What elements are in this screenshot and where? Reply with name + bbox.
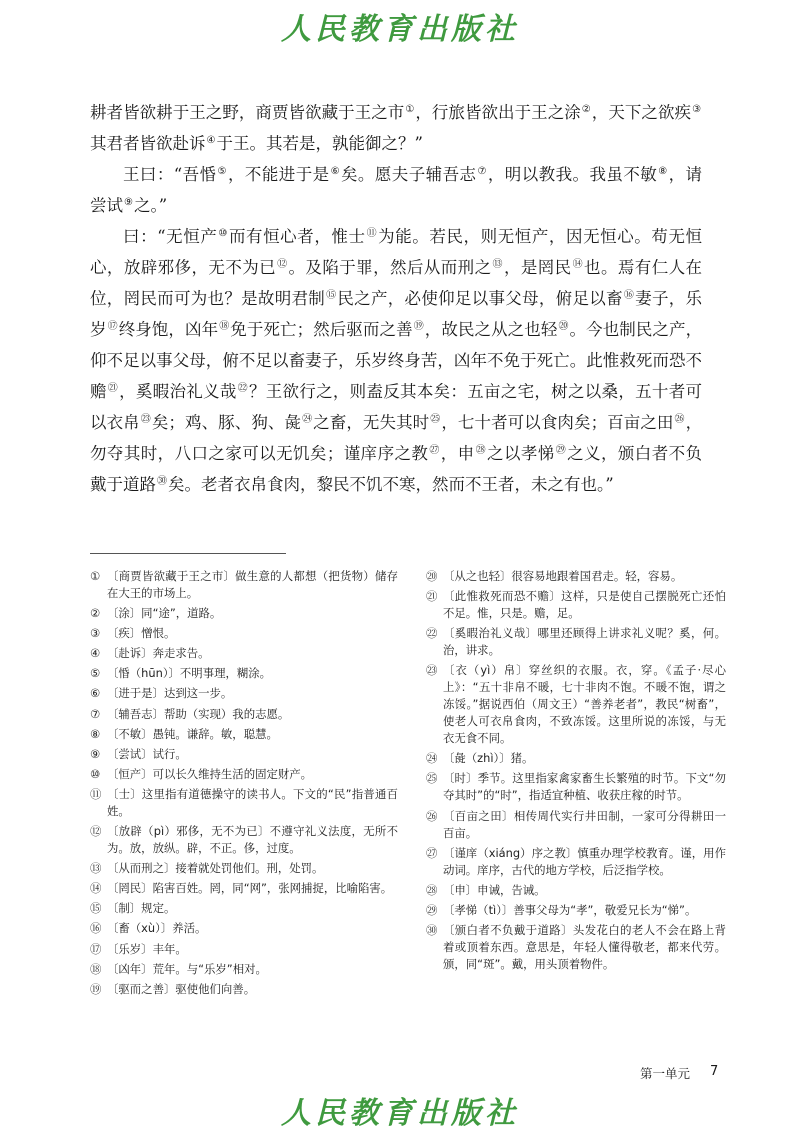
footnote-number: ⑮ — [90, 901, 102, 916]
footnote — [426, 902, 726, 919]
notes-divider — [90, 553, 286, 554]
footnote-marker[interactable]: ㉒ — [237, 382, 248, 394]
text-segment: ，奚暇治礼义哉 — [119, 382, 237, 401]
paragraph — [90, 97, 702, 159]
footnote-marker[interactable]: ㉙ — [555, 444, 567, 456]
footnote-marker[interactable]: ⑳ — [558, 320, 569, 332]
footnote-marker[interactable]: ⑩ — [218, 227, 228, 239]
footnote-number: ⑱ — [90, 961, 102, 976]
footnote-number: ㉒ — [426, 626, 438, 641]
footnote-marker[interactable]: ⑥ — [330, 165, 340, 177]
footnote-number: ⑦ — [90, 706, 101, 721]
footnote-text: 〔涂〕同“途”，道路。 — [107, 606, 222, 621]
footnote-text: 〔衣（yì）帛〕穿丝织的衣服。衣，穿。《孟子·尽心上》：“五十非帛不暖，七十非肉不饱。不暖不饱，谓之冻馁。”据说西伯（周文王）“善养老者”，教民“树畜”，使老人可衣帛食肉，不致冻馁。这里所说的冻馁，与无衣无食不同。 — [443, 663, 726, 746]
text-segment: 之畜，无失其时 — [313, 413, 430, 432]
footnote-number: ㉙ — [426, 902, 438, 917]
footnote-text: 〔颁白者不负戴于道路〕头发花白的老人不会在路上背着或顶着东西。意思是，年轻人懂得敬老，都来代劳。颁，同“斑”。戴，用头顶着物件。 — [443, 922, 726, 971]
footnote-marker[interactable]: ㉖ — [674, 413, 685, 425]
footnote-marker[interactable]: ㉔ — [302, 413, 313, 425]
footnote-number: ㉓ — [426, 663, 438, 678]
footnote — [90, 726, 398, 743]
footnote-text: 〔制〕规定。 — [107, 901, 176, 916]
footnote-marker[interactable]: ㉚ — [157, 475, 167, 487]
footnote-text: 〔奚暇治礼义哉〕哪里还顾得上讲求礼义呢？奚，何。治，讲求。 — [443, 626, 726, 658]
footnote-marker[interactable]: ㉘ — [475, 444, 487, 456]
footnote — [426, 568, 726, 585]
footnote-marker[interactable]: ⑯ — [623, 289, 635, 301]
footnote — [90, 920, 398, 937]
page-number: 7 — [710, 1064, 719, 1079]
footnote — [426, 922, 726, 973]
text-segment: ，不能进于是 — [227, 165, 330, 184]
footnote-number: ⑰ — [90, 941, 102, 956]
text-segment: ，天下之欲疾 — [591, 103, 692, 122]
footnote-text: 〔进于是〕达到这一步。 — [107, 686, 233, 701]
footnote — [90, 941, 398, 958]
text-segment: 。及陷于罪，然后从而刑之 — [288, 258, 492, 277]
footnote-marker[interactable]: ④ — [206, 134, 216, 146]
footnote — [90, 786, 398, 820]
footnote — [90, 605, 398, 622]
text-segment: 耕者皆欲耕于王之野，商贾皆欲藏于王之市 — [90, 103, 405, 122]
footnote-marker[interactable]: ③ — [692, 103, 702, 115]
footnote-text: 〔辅吾志〕帮助（实现）我的志愿。 — [107, 706, 290, 721]
footnote-number: ① — [90, 569, 101, 583]
text-segment: 之以孝悌 — [487, 444, 555, 463]
footnote-text: 〔孝悌（tì）〕善事父母为“孝”，敬爱兄长为“悌”。 — [443, 902, 697, 917]
footnote-text: 〔乐岁〕丰年。 — [107, 941, 187, 956]
footnote-text: 〔士〕这里指有道德操守的读书人。下文的“民”指普通百姓。 — [107, 786, 398, 818]
footnote — [90, 746, 398, 763]
text-segment: 。今也制民之产，仰不足以事父母，俯不足以畜妻子，乐岁终身苦，凶年不免于死亡。此惟救死而恐不赡 — [90, 320, 703, 401]
footnote — [426, 808, 726, 842]
footnote-marker[interactable]: ㉗ — [429, 444, 440, 456]
footnote — [90, 685, 398, 702]
footnote — [90, 823, 398, 857]
footnote — [90, 625, 398, 642]
footnote — [426, 770, 726, 804]
footnote-number: ㉔ — [426, 751, 438, 766]
footnote-number: ⑭ — [90, 881, 102, 896]
text-segment: 之义，颁白者不负戴于道路 — [90, 444, 703, 494]
footnote — [426, 625, 726, 659]
footnote-number: ㉘ — [426, 882, 438, 897]
publisher-logo-bottom: 人民教育出版社 — [281, 1096, 519, 1131]
footnote-marker[interactable]: ⑬ — [492, 258, 503, 270]
footnote-number: ④ — [90, 646, 101, 661]
footnote — [90, 766, 398, 783]
footnote — [426, 588, 726, 622]
footnote-text: 〔赴诉〕奔走求告。 — [107, 646, 210, 661]
text-segment: 矣。愿夫子辅吾志 — [340, 165, 477, 184]
footnote-text: 〔从之也轻〕很容易地跟着国君走。轻，容易。 — [443, 569, 683, 583]
text-segment: 王曰：“吾惛 — [123, 165, 217, 184]
paragraph — [90, 221, 702, 500]
text-segment: ，申 — [440, 444, 475, 463]
footnote — [90, 880, 398, 897]
text-segment: 曰：“无恒产 — [123, 227, 218, 246]
text-segment: 终身饱，凶年 — [118, 320, 219, 339]
footnote-marker[interactable]: ⑰ — [107, 320, 118, 332]
footnote — [90, 645, 398, 662]
text-segment: 为能。若民，则无恒产，因无恒心。苟无恒心，放辟邪侈，无不为已 — [90, 227, 703, 277]
footnote — [90, 981, 398, 998]
footnote-marker[interactable]: ② — [581, 103, 591, 115]
footnote-marker[interactable]: ⑧ — [658, 165, 668, 177]
footnote-marker[interactable]: ⑨ — [124, 196, 133, 208]
footnote-marker[interactable]: ⑫ — [277, 258, 288, 270]
footnote-number: ⑯ — [90, 921, 102, 936]
footnote-number: ㉗ — [426, 845, 438, 860]
footnote-marker[interactable]: ⑤ — [217, 165, 227, 177]
footnote-number: ⑬ — [90, 861, 102, 876]
text-segment: 民之产，必使仰足以事父母，俯足以畜 — [337, 289, 623, 308]
main-text — [90, 97, 702, 500]
text-segment: 矣；鸡、豚、狗、彘 — [151, 413, 302, 432]
text-segment: ，故民之从之也轻 — [424, 320, 558, 339]
footnote — [426, 750, 726, 767]
footnote-number: ③ — [90, 626, 101, 641]
footnote — [90, 961, 398, 978]
footnote-text: 〔百亩之田〕相传周代实行井田制，一家可分得耕田一百亩。 — [443, 808, 726, 840]
footnote-marker[interactable]: ㉓ — [140, 413, 151, 425]
footnote — [90, 706, 398, 723]
footnote — [90, 900, 398, 917]
footnote-marker[interactable]: ⑮ — [326, 289, 337, 301]
text-segment: 其君者皆欲赴诉 — [90, 134, 206, 153]
footnote-number: ⑳ — [426, 569, 438, 583]
paragraph — [90, 159, 702, 221]
text-segment: ，是罔民 — [503, 258, 572, 277]
footnote-number: ⑩ — [90, 766, 101, 781]
footnote-text: 〔申〕申诫，告诫。 — [443, 882, 546, 897]
footnote — [90, 860, 398, 877]
footnote-number: ⑲ — [90, 981, 102, 996]
footnote-text: 〔凶年〕荒年。与“乐岁”相对。 — [107, 961, 267, 976]
footnote-text: 〔放辟（pì）邪侈，无不为已〕不遵守礼义法度，无所不为。放，放纵。辟，不正。侈，过度。 — [107, 824, 398, 856]
text-segment: 也。焉有仁人在位，罔民而可为也？是故明君制 — [90, 258, 703, 308]
footnote-text: 〔此惟救死而恐不赡〕这样，只是使自己摆脱死亡还怕不足。惟，只是。赡，足。 — [443, 589, 726, 621]
footnote-number: ⑪ — [90, 786, 102, 801]
text-segment: ，七十者可以食肉矣；百亩之田 — [441, 413, 674, 432]
footnote-number: ⑧ — [90, 726, 101, 741]
footnote-number: ㉖ — [426, 808, 438, 823]
footnote — [426, 662, 726, 747]
footnote-marker[interactable]: ⑦ — [477, 165, 487, 177]
text-segment: ，请尝试 — [90, 165, 703, 215]
footnote-number: ㉕ — [426, 771, 438, 786]
footnote-text: 〔疾〕憎恨。 — [107, 626, 176, 641]
publisher-logo-top: 人民教育出版社 — [281, 12, 519, 47]
footnote-number: ㉚ — [426, 922, 438, 937]
text-segment: 妻子，乐岁 — [90, 289, 703, 339]
footnote-text: 〔尝试〕试行。 — [107, 746, 187, 761]
footnote-text: 〔从而刑之〕接着就处罚他们。刑，处罚。 — [107, 861, 324, 876]
text-segment: ，勿夺其时，八口之家可以无饥矣；谨庠序之教 — [90, 413, 703, 463]
footnote-number: ⑫ — [90, 824, 102, 839]
footnote-text: 〔谨庠（xiáng）序之教〕慎重办理学校教育。谨，用作动词。庠序，古代的地方学校，后泛指学校。 — [443, 845, 726, 877]
footnote-text: 〔恒产〕可以长久维持生活的固定财产。 — [107, 766, 313, 781]
footnotes-right-column — [426, 568, 726, 976]
footnote-number: ⑥ — [90, 686, 101, 701]
footnote-marker[interactable]: ㉕ — [430, 413, 441, 425]
text-segment: 之。” — [133, 196, 168, 215]
footnote — [426, 882, 726, 899]
text-segment: 免于死亡；然后驱而之善 — [230, 320, 413, 339]
footnote-number: ㉑ — [426, 589, 438, 604]
footnote-text: 〔惛（hūn）〕不明事理，糊涂。 — [107, 666, 272, 681]
footnote-number: ⑤ — [90, 666, 101, 681]
footnote-text: 〔彘（zhì）〕猪。 — [443, 751, 534, 766]
footnote-marker[interactable]: ⑲ — [413, 320, 424, 332]
footnote-marker[interactable]: ⑱ — [219, 320, 230, 332]
footnote-text: 〔罔民〕陷害百姓。罔，同“网”，张网捕捉，比喻陷害。 — [107, 881, 393, 896]
footnote-number: ② — [90, 606, 101, 621]
footnote-marker[interactable]: ① — [405, 103, 415, 115]
footnote-text: 〔不敏〕愚钝。谦辞。敏，聪慧。 — [107, 726, 278, 741]
footnote-number: ⑨ — [90, 746, 101, 761]
footnote — [90, 665, 398, 682]
footnote — [90, 568, 398, 602]
footnote-text: 〔时〕季节。这里指家禽家畜生长繁殖的时节。下文“勿夺其时”的“时”，指适宜种植、收获庄稼的时节。 — [443, 771, 726, 803]
text-segment: ，明以教我。我虽不敏 — [487, 165, 658, 184]
footnote-marker[interactable]: ⑭ — [572, 258, 584, 270]
footnote-marker[interactable]: ㉑ — [107, 382, 119, 394]
footnote-text: 〔畜（xù）〕养活。 — [107, 921, 207, 936]
text-segment: ，行旅皆欲出于王之涂 — [415, 103, 581, 122]
text-segment: 矣。老者衣帛食肉，黎民不饥不寒，然而不王者，未之有也。” — [168, 475, 614, 494]
footnote-marker[interactable]: ⑪ — [366, 227, 378, 239]
unit-label: 第一单元 — [640, 1066, 691, 1081]
footnote — [426, 845, 726, 879]
text-segment: 而有恒心者，惟士 — [228, 227, 366, 246]
footnote-text: 〔商贾皆欲藏于王之市〕做生意的人都想（把货物）储存在大王的市场上。 — [107, 569, 398, 600]
text-segment: ？王欲行之，则盍反其本矣：五亩之宅，树之以桑，五十者可以衣帛 — [90, 382, 703, 432]
text-segment: 于王。其若是，孰能御之？” — [216, 134, 423, 153]
footnotes-left-column — [90, 568, 398, 1001]
footnote-text: 〔驱而之善〕驱使他们向善。 — [107, 981, 256, 996]
